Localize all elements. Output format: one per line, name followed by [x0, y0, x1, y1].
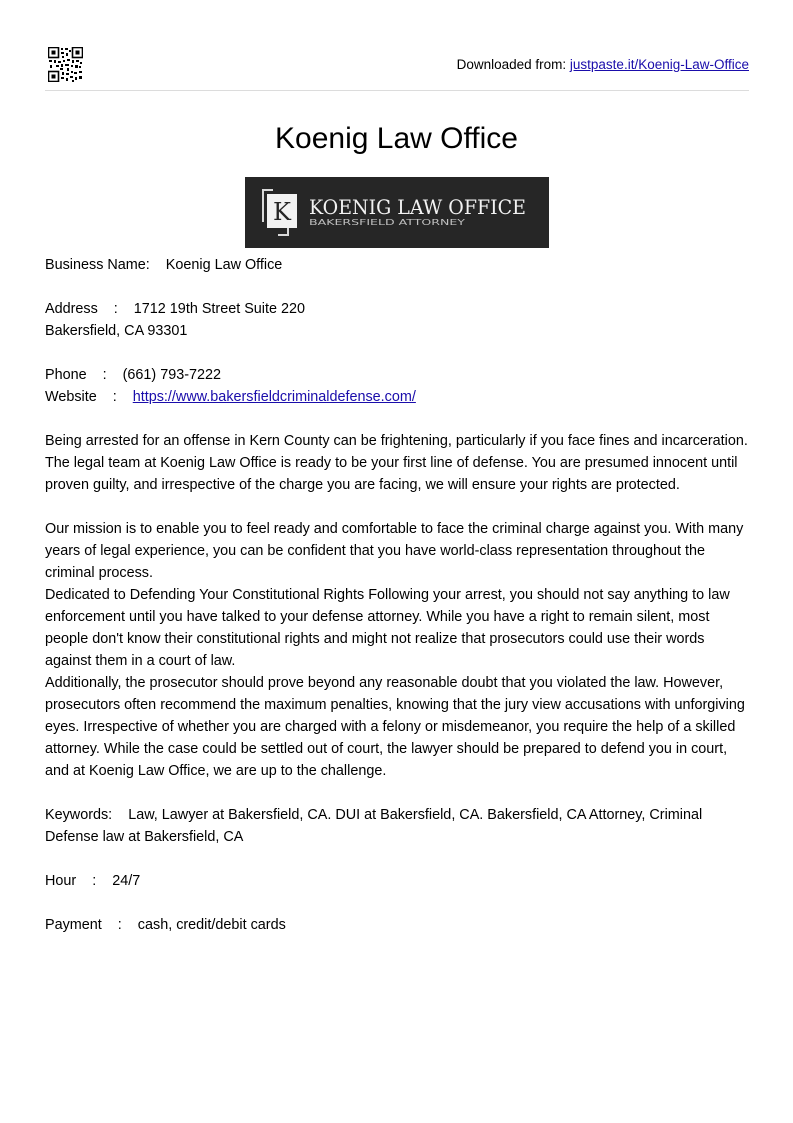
paragraph-intro: Being arrested for an offense in Kern County can be frightening, particularly if you face fines and incarceration. The legal team at Koenig Law Office is ready to be your first line of defense. You are presumed innocent until proven guilty, and irrespective of the charge you are facing, we will ensure your rights are protected.: [45, 433, 748, 493]
hour-line: [45, 870, 749, 892]
payment-colon: :: [117, 917, 122, 933]
paragraph-prosecutor: Additionally, the prosecutor should prove beyond any reasonable doubt that you violated the law. However, prosecutors often recommend the maximum penalties, knowing that the jury view accusations with unforgiving eyes. Irrespective of whether you are charged with a felony or misdemeanor, you require the help of a skilled attorney. While the case could be settled out of court, the lawyer should be prepared to defend you in court, and at Koenig Law Office, we are up to the challenge.: [45, 675, 745, 779]
logo-graphic: [245, 177, 549, 248]
phone-line: [45, 364, 749, 386]
download-source: [457, 57, 749, 72]
source-link[interactable]: justpaste.it/Koenig-Law-Office: [569, 57, 749, 72]
website-line: [45, 386, 749, 408]
downloaded-label: Downloaded from:: [456, 57, 567, 72]
company-logo: [245, 177, 549, 248]
page-title: Koenig Law Office: [275, 122, 518, 155]
phone-colon: :: [102, 367, 107, 383]
logo-name: KOENIG LAW OFFICE: [309, 196, 526, 219]
address-line: [45, 298, 749, 320]
payment-line: [45, 914, 749, 936]
paragraph-rights: Dedicated to Defending Your Constitutional Rights Following your arrest, you should not say anything to law enforcement until you have talked to your defense attorney. While you have a right to remain silent, most people don't know their constitutional rights and might not realize that prosecutors could use their words against them in a court of law.: [45, 587, 730, 669]
address-colon: :: [113, 301, 118, 317]
website-colon: :: [112, 389, 117, 405]
main-content: [45, 254, 749, 936]
payment-label: Payment: [45, 917, 102, 933]
keywords-label: Keywords:: [45, 807, 113, 823]
address-line1: 1712 19th Street Suite 220: [133, 301, 306, 317]
hour-value: 24/7: [112, 873, 141, 889]
keywords-line: [45, 804, 749, 848]
phone-label: Phone: [45, 367, 87, 383]
business-name-value: Koenig Law Office: [165, 257, 283, 273]
payment-value: cash, credit/debit cards: [137, 917, 286, 933]
keywords-value: Law, Lawyer at Bakersfield, CA. DUI at Bakersfield, CA. Bakersfield, CA Attorney, Criminal Defense law at Bakersfield, CA: [45, 807, 703, 845]
address-label: Address: [45, 301, 98, 317]
hour-label: Hour: [45, 873, 77, 889]
business-name-line: [45, 254, 749, 276]
logo-tagline: BAKERSFIELD ATTORNEY: [309, 218, 466, 227]
logo-mark-letter: K: [273, 198, 291, 226]
qr-code-icon[interactable]: [48, 47, 83, 82]
hour-colon: :: [92, 873, 97, 889]
address-line2: Bakersfield, CA 93301: [45, 323, 188, 339]
website-label: Website: [45, 389, 97, 405]
website-link[interactable]: https://www.bakersfieldcriminaldefense.com/: [132, 389, 416, 405]
paragraph-mission: Our mission is to enable you to feel ready and comfortable to face the criminal charge against you. With many years of legal experience, you can be confident that you have world-class representation throughout the criminal process.: [45, 521, 744, 581]
page-header: [45, 46, 749, 91]
business-name-label: Business Name:: [45, 257, 150, 273]
phone-value: (661) 793-7222: [122, 367, 222, 383]
